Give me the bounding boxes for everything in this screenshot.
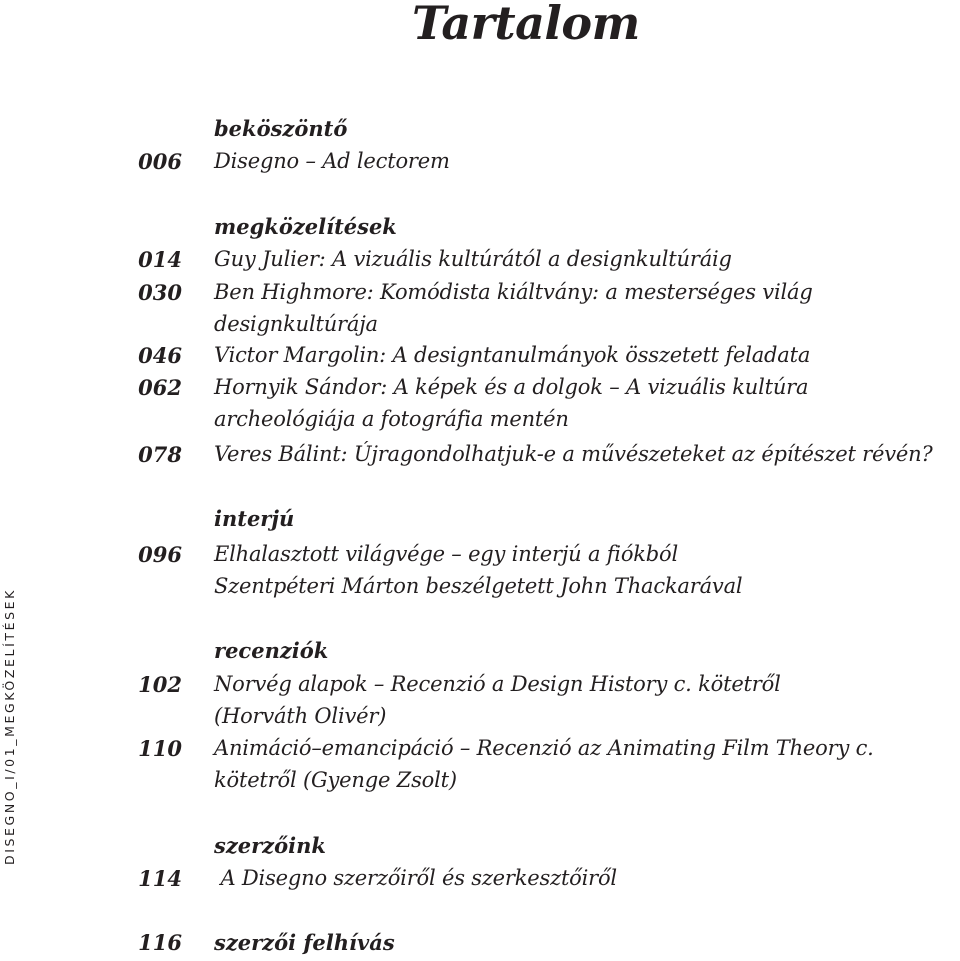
section-heading-interju: interjú: [214, 506, 295, 531]
toc-entry-line[interactable]: Guy Julier: A vizuális kultúrától a designkultúráig: [214, 247, 732, 271]
toc-entry-line[interactable]: archeológiája a fotográfia mentén: [214, 407, 569, 431]
toc-page-number: 046: [138, 343, 182, 368]
page-title: Tartalom: [412, 0, 640, 50]
toc-page-number: 030: [138, 280, 182, 305]
journal-side-label: DISEGNO_I/01_MEGKÖZELÍTÉSEK: [2, 588, 17, 865]
toc-entry-line[interactable]: Disegno – Ad lectorem: [214, 149, 450, 173]
toc-entry-line[interactable]: Hornyik Sándor: A képek és a dolgok – A vizuális kultúra: [214, 375, 809, 399]
toc-entry-line[interactable]: Victor Margolin: A designtanulmányok összetett feladata: [214, 343, 811, 367]
toc-page-number: 110: [138, 736, 182, 761]
section-heading-megkozelitesek: megközelítések: [214, 214, 397, 239]
toc-page-number: 062: [138, 375, 182, 400]
toc-entry-line[interactable]: Szentpéteri Márton beszélgetett John Thackarával: [214, 574, 743, 598]
section-heading-bekoszonto: beköszöntő: [214, 116, 348, 141]
toc-page-number: 014: [138, 247, 182, 272]
toc-entry-line[interactable]: Animáció–emancipáció – Recenzió az Animating Film Theory c.: [214, 736, 874, 760]
toc-entry-line[interactable]: Ben Highmore: Komódista kiáltvány: a mesterséges világ: [214, 280, 813, 304]
toc-entry-line[interactable]: kötetről (Gyenge Zsolt): [214, 768, 457, 792]
toc-entry-line[interactable]: A Disegno szerzőiről és szerkesztőiről: [214, 866, 617, 890]
section-heading-szerzoi-felhivas[interactable]: szerzői felhívás: [214, 930, 395, 955]
toc-entry-line[interactable]: Veres Bálint: Újragondolhatjuk-e a művészeteket az építészet révén?: [214, 442, 933, 466]
section-heading-recenziok: recenziók: [214, 638, 329, 663]
section-heading-szerzoink: szerzőink: [214, 833, 326, 858]
toc-entry-line[interactable]: (Horváth Olivér): [214, 704, 387, 728]
toc-page-number: 102: [138, 672, 182, 697]
toc-page-number: 096: [138, 542, 182, 567]
toc-page-number: 114: [138, 866, 182, 891]
toc-page-number: 078: [138, 442, 182, 467]
toc-entry-line[interactable]: designkultúrája: [214, 312, 378, 336]
toc-page-number: 006: [138, 149, 182, 174]
toc-entry-line[interactable]: Norvég alapok – Recenzió a Design History c. kötetről: [214, 672, 781, 696]
toc-entry-line[interactable]: Elhalasztott világvége – egy interjú a fiókból: [214, 542, 678, 566]
toc-page-number: 116: [138, 930, 182, 955]
